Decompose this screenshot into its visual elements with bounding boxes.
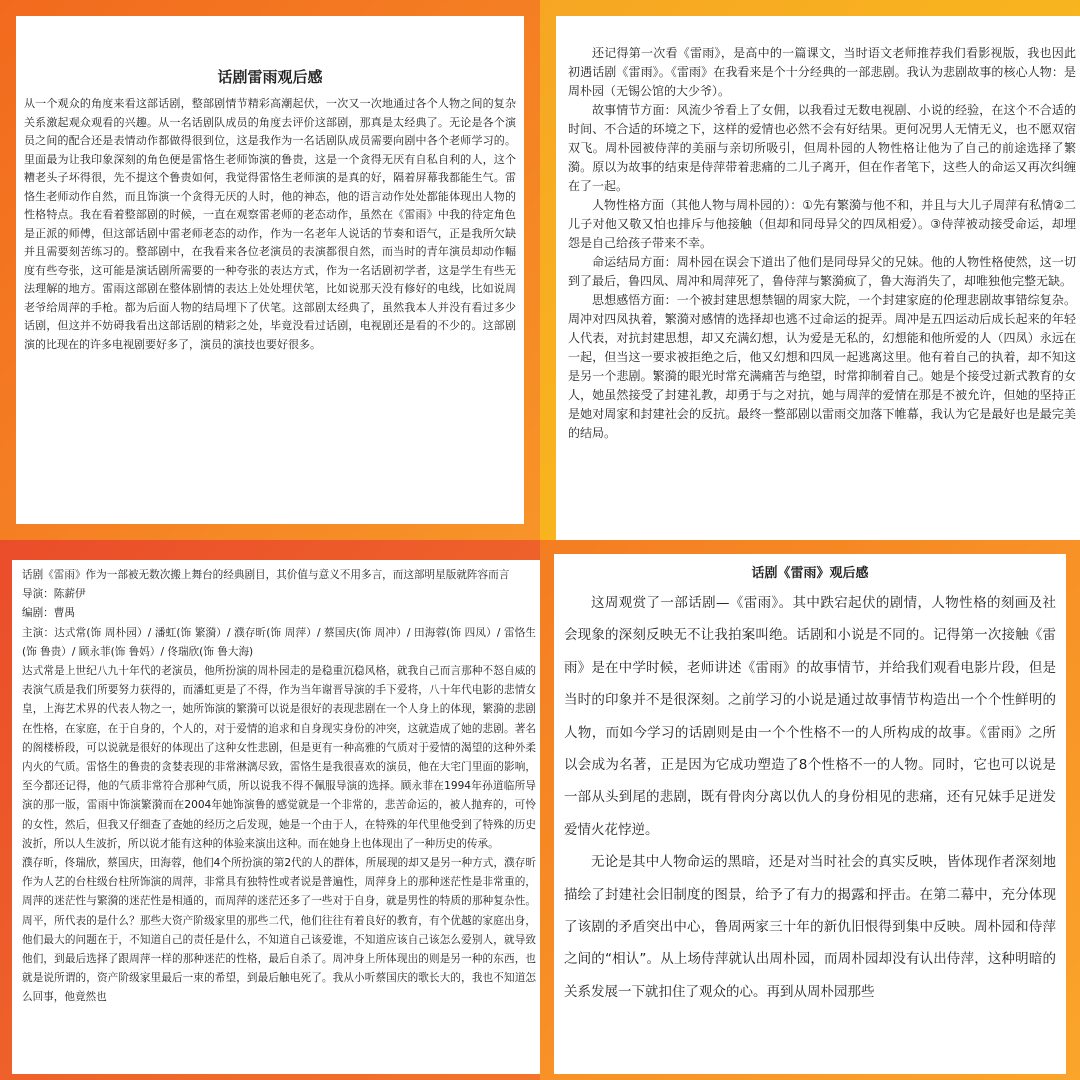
document-page [554, 554, 1066, 1074]
bottom-right-panel [540, 540, 1080, 1080]
paragraph: 故事情节方面：风流少爷看上了女佣，以我看过无数电视剧、小说的经验，在这个不合适的时间、不合适的环境之下，这样的爱情也必然不会有好结果。更何况男人无情无义，也不愿双宿双飞。周朴园被侍萍的美丽与亲切所吸引，但周朴园的人物性格让他为了自己的前途选择了繁漪。原以为故事的结束是侍萍带着悲痛的二儿子离开，但在作者笔下，这些人的命运又再次纠缠在了一起。 [568, 103, 1076, 193]
paragraph: 命运结局方面：周朴园在误会下道出了他们是同母异父的兄妹。他的人物性格使然，这一切到了最后，鲁四凤、周冲和周萍死了，鲁侍萍与繁漪疯了，鲁大海消失了，却唯独他完整无缺。 [568, 255, 1076, 288]
paragraph: 人物性格方面（其他人物与周朴园的）：①先有繁漪与他不和，并且与大儿子周萍有私情②二儿子对他又敬又怕也排斥与他接触（但却和同母异父的四凤相爱）。③侍萍被动接受命运，却埋怨是自己给孩子带来不幸。 [568, 198, 1076, 250]
document-page [12, 560, 540, 1074]
paragraph: 无论是其中人物命运的黑暗，还是对当时社会的真实反映，皆体现作者深刻地描绘了封建社会旧制度的图景，给予了有力的揭露和抨击。在第二幕中，充分体现了该剧的矛盾突出中心，鲁周两家三十年的新仇旧恨得到集中反映。周朴园和侍萍之间的“相认”。从上场侍萍就认出周朴园，而周朴园却没有认出侍萍，这种明暗的关系发展一下就扣住了观众的心。再到从周朴园那些 [564, 854, 1056, 1000]
top-left-panel [0, 0, 540, 540]
paragraph: 从一个观众的角度来看这部话剧，整部剧情节精彩高潮起伏，一次又一次地通过各个人物之间的复杂关系激起观众观看的兴趣。从一名话剧队成员的角度去评价这部剧，那真是太经典了。无论是各个演员之间的配合还是表情动作都做得很到位，这是我作为一名话剧队成员需要向剧中各个老师学习的。里面最为让我印象深刻的角色便是雷恪生老师饰演的鲁贵，这是一个贪得无厌有自私自利的人，这个糟老头子坏得很，先不提这个鲁贵如何，我觉得雷恪生老师演的是真的好，隔着屏幕我都能生气。雷恪生老师动作自然，而且饰演一个贪得无厌的人时，他的神态，他的语言动作处处都能体现出人物的性格特点。我在看着整部剧的时候，一直在观察雷老师的老态动作，虽然在《雷雨》中我的待定角色是正派的师傅，但这部话剧中雷老师老态的动作，作为一名老年人说话的节奏和语气，正是我所欠缺并且需要刻苦练习的。整部剧中，在我看来各位老演员的表演都很自然，而当时的青年演员却动作幅度有些夸张，这可能是演话剧所需要的一种夸张的表达方式，作为一名话剧初学者，这是学生有些无法理解的地方。雷雨这部剧在整体剧情的表达上处处埋伏笔，比如说那天没有修好的电线，比如说周老爷给周萍的手枪。都为后面人物的结局埋下了伏笔。这部剧太经典了，虽然我本人并没有看过多少话剧，但这并不妨碍我看出这部话剧的精彩之处，毕竟没看过话剧，电视剧还是看的不少的。这部剧演的比现在的许多电视剧要好多了，演员的演技也要好很多。 [24, 97, 516, 351]
bottom-left-panel [0, 540, 540, 1080]
paragraph: 话剧《雷雨》作为一部被无数次搬上舞台的经典剧目，其价值与意义不用多言，而这部明星版就阵容而言 [22, 569, 510, 581]
paragraph: 还记得第一次看《雷雨》，是高中的一篇课文，当时语文老师推荐我们看影视版，我也因此初遇话剧《雷雨》。《雷雨》在我看来是个十分经典的一部悲剧。我认为悲剧故事的核心人物：是周朴园（无锡公馆的大少爷）。 [568, 46, 1076, 98]
top-right-panel [540, 0, 1080, 540]
director-line: 导演：陈薪伊 [22, 588, 86, 601]
document-page [16, 16, 524, 524]
paragraph: 思想感悟方面：一个被封建思想禁锢的周家大院，一个封建家庭的伦理悲剧故事错综复杂。周冲对四凤执着，繁漪对感情的选择却也逃不过命运的捉弄。周冲是五四运动后成长起来的年轻人代表，对抗封建思想，却又充满幻想，认为爱是无私的，幻想能和他所爱的人（四凤）永远在一起，但当这一要求被拒绝之后，他又幻想和四凤一起逃离这里。他有着自己的执着，却不知这是另一个悲剧。繁漪的眼光时常充满痛苦与绝望，时常抑制着自己。她是个接受过新式教育的女人，她虽然接受了封建礼教，却勇于与之对抗，她与周萍的爱情在那是不被允许，但她的坚持正是她对周家和封建社会的反抗。最终一整部剧以雷雨交加落下帷幕，我认为它是最好也是最完美的结局。 [568, 293, 1076, 440]
cast-line: 主演：达式常(饰 周朴园）/ 潘虹(饰 繁漪）/ 濮存昕(饰 周萍）/ 蔡国庆(饰 周冲）/ 田海蓉(饰 四凤）/ 雷恪生(饰 鲁贵）/ 顾永菲(饰 鲁妈）/ 佟瑞欣(饰 鲁大海) [22, 626, 536, 658]
paragraph: 达式常是上世纪八九十年代的老演员，他所扮演的周朴园走的是稳重沉稳风格，就我自己而言那种不怒自威的表演气质是我们所要努力获得的，而潘虹更是了不得，作为当年谢晋导演的手下爱将，八十年代电影的悲情女皇，上海艺术界的代表人物之一，她所饰演的繁漪可以说是很好的表现悲剧在一个人身上的体现，繁漪的悲剧在性格，在家庭，在于自身的，个人的，对于爱情的追求和自身现实身份的冲突，这就造成了她的悲剧。著名的阁楼桥段，可以说就是很好的体现出了这种女性悲剧，但是更有一种高雅的气质对于爱情的渴望的这种外柔内火的气质。雷恪生的鲁贵的贪婪表现的非常淋漓尽致，雷恪生是我很喜欢的演员，他在大宅门里面的影响，至今都还记得，他的气质非常符合那种气质，所以说我不得不佩服导演的选择。顾永菲在1994年孙道临所导演的那一版，雷雨中饰演繁漪而在2004年她饰演鲁的感觉就是一个非常的，悲苦命运的，被人抛弃的，可怜的女性，然后，但我又仔细查了查她的经历之后发现，她是一个由于人，在特殊的年代里他受到了特殊的历史波折，所以人生波折，所以说才能有这种的体验来演出这种。而在她身上也体现出了一种历史的传承。 [22, 665, 536, 850]
paragraph: 濮存昕，佟瑞欣，蔡国庆，田海蓉，他们4个所扮演的第2代的人的群体，所展现的却又是另一种方式，濮存昕作为人艺的台柱级台柱所饰演的周萍，非常具有独特性或者说是普遍性，周萍身上的那种迷茫性是非常重的，周萍的迷茫性与繁漪的迷茫性是相通的，而周萍的迷茫还多了一些对于自身，就是男性的特质的那种复杂性。周平，所代表的是什么？那些大资产阶级家里的那些二代，他们往往有着良好的教育，有个优越的家庭出身，他们最大的问题在于，不知道自己的责任是什么，不知道自己该爱谁，不知道应该自己该怎么爱别人，就导致他们，到最后选择了跟周萍一样的那种迷茫的性格，最后自杀了。周冲身上所体现出的则是另一种的东西，也就是说所谓的，资产阶级家里最后一束的希望，到最后触电死了。我从小听蔡国庆的歌长大的，我也不知道怎么回事，他竟然也 [22, 857, 536, 1004]
document-page [556, 16, 1080, 540]
writer-line: 编剧：曹禺 [22, 607, 75, 620]
page-title: 话剧《雷雨》观后感 [751, 566, 869, 581]
page-title: 话剧雷雨观后感 [217, 68, 323, 86]
paragraph: 这周观赏了一部话剧—《雷雨》。其中跌宕起伏的剧情，人物性格的刻画及社会现象的深刻反映无不让我拍案叫绝。话剧和小说是不同的。记得第一次接触《雷雨》是在中学时候，老师讲述《雷雨》的故事情节，并给我们观看电影片段，但是当时的印象并不是很深刻。之前学习的小说是通过故事情节构造出一个个性鲜明的人物，而如今学习的话剧则是由一个个性格不一的人所构成的故事。《雷雨》之所以会成为名著，正是因为它成功塑造了8个性格不一的人物。同时，它也可以说是一部从头到尾的悲剧，既有骨肉分离以仇人的身份相见的悲痛，还有兄妹手足迸发爱情火花悖逆。 [564, 595, 1056, 838]
